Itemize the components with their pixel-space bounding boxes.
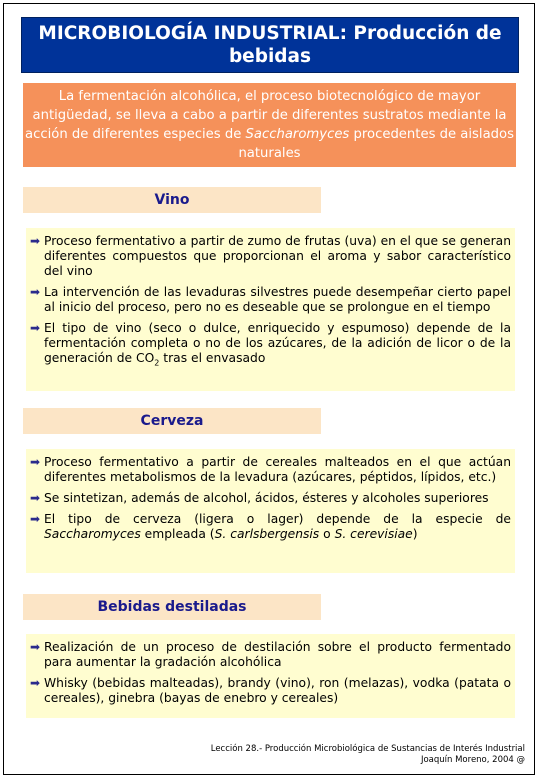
arrow-right-icon: ➡ (30, 491, 41, 505)
list-item-text-end: tras el envasado (159, 351, 266, 365)
intro-text-end: procedentes de aislados naturales (238, 127, 514, 161)
list-item (30, 491, 511, 506)
arrow-right-icon: ➡ (30, 640, 41, 654)
section-box-cerveza (26, 449, 515, 573)
list-item-text: empleada ( (140, 527, 215, 541)
subscript: 2 (154, 358, 160, 368)
list-item (30, 512, 511, 542)
list-item-text: La intervención de las levaduras silvestres puede desempeñar cierto papel al inicio del proceso, pero no es deseable que se prolongue en el tiempo (44, 285, 511, 314)
arrow-right-icon: ➡ (30, 455, 41, 469)
section-heading-cerveza: Cerveza (23, 408, 321, 434)
list-item-text-end: ) (412, 527, 418, 541)
list-item (30, 285, 511, 315)
section-box-vino (26, 228, 515, 391)
list-item-text: El tipo de cerveza (ligera o lager) depende de la especie de (44, 512, 511, 526)
list-item-text: o (319, 527, 335, 541)
intro-banner (23, 83, 516, 167)
footer-author: Joaquín Moreno, 2004 @ (420, 755, 525, 765)
list-item-text: Proceso fermentativo a partir de zumo de frutas (uva) en el que se generan diferentes compuestos que proporcionan el aroma y sabor característico del vino (44, 234, 511, 278)
footer-lesson: Lección 28.- Producción Microbiológica de Sustancias de Interés Industrial (210, 744, 525, 754)
intro-text: La fermentación alcohólica, el proceso biotecnológico de mayor antigüedad, se lleva a cabo a partir de diferentes sustratos mediante la acción de diferentes especies de (25, 89, 507, 142)
genus-name: Saccharomyces (44, 527, 141, 541)
list-item (30, 676, 511, 706)
page-title (21, 17, 519, 73)
section-box-destiladas (26, 634, 515, 718)
arrow-right-icon: ➡ (30, 234, 41, 248)
species-name: S. carlsbergensis (214, 527, 320, 541)
list-item (30, 640, 511, 670)
section-heading-vino: Vino (23, 187, 321, 213)
list-item (30, 321, 511, 370)
page-footer (211, 744, 525, 766)
list-item-text: Proceso fermentativo a partir de cereales malteados en el que actúan diferentes metabolismos de la levadura (azúcares, péptidos, lípidos, etc.) (44, 455, 511, 484)
arrow-right-icon: ➡ (30, 676, 41, 690)
arrow-right-icon: ➡ (30, 512, 41, 526)
list-item-text: El tipo de vino (seco o dulce, enriquecido y espumoso) depende de la fermentación completa o no de los azúcares, de la adición de licor o de la generación de CO (44, 321, 511, 365)
arrow-right-icon: ➡ (30, 285, 41, 299)
list-item-text: Realización de un proceso de destilación sobre el producto fermentado para aumentar la gradación alcohólica (44, 640, 511, 669)
intro-genus: Saccharomyces (245, 127, 350, 142)
list-item (30, 234, 511, 279)
arrow-right-icon: ➡ (30, 321, 41, 335)
species-name: S. cerevisiae (334, 527, 413, 541)
list-item-text: Whisky (bebidas malteadas), brandy (vino), ron (melazas), vodka (patata o cereales), ginebra (bayas de enebro y cereales) (44, 676, 511, 705)
title-line-2: bebidas (228, 46, 312, 67)
list-item-text: Se sintetizan, además de alcohol, ácidos, ésteres y alcoholes superiores (44, 491, 489, 505)
title-line-1: MICROBIOLOGÍA INDUSTRIAL: Producción de (38, 23, 502, 44)
list-item (30, 455, 511, 485)
section-heading-destiladas: Bebidas destiladas (23, 594, 321, 620)
